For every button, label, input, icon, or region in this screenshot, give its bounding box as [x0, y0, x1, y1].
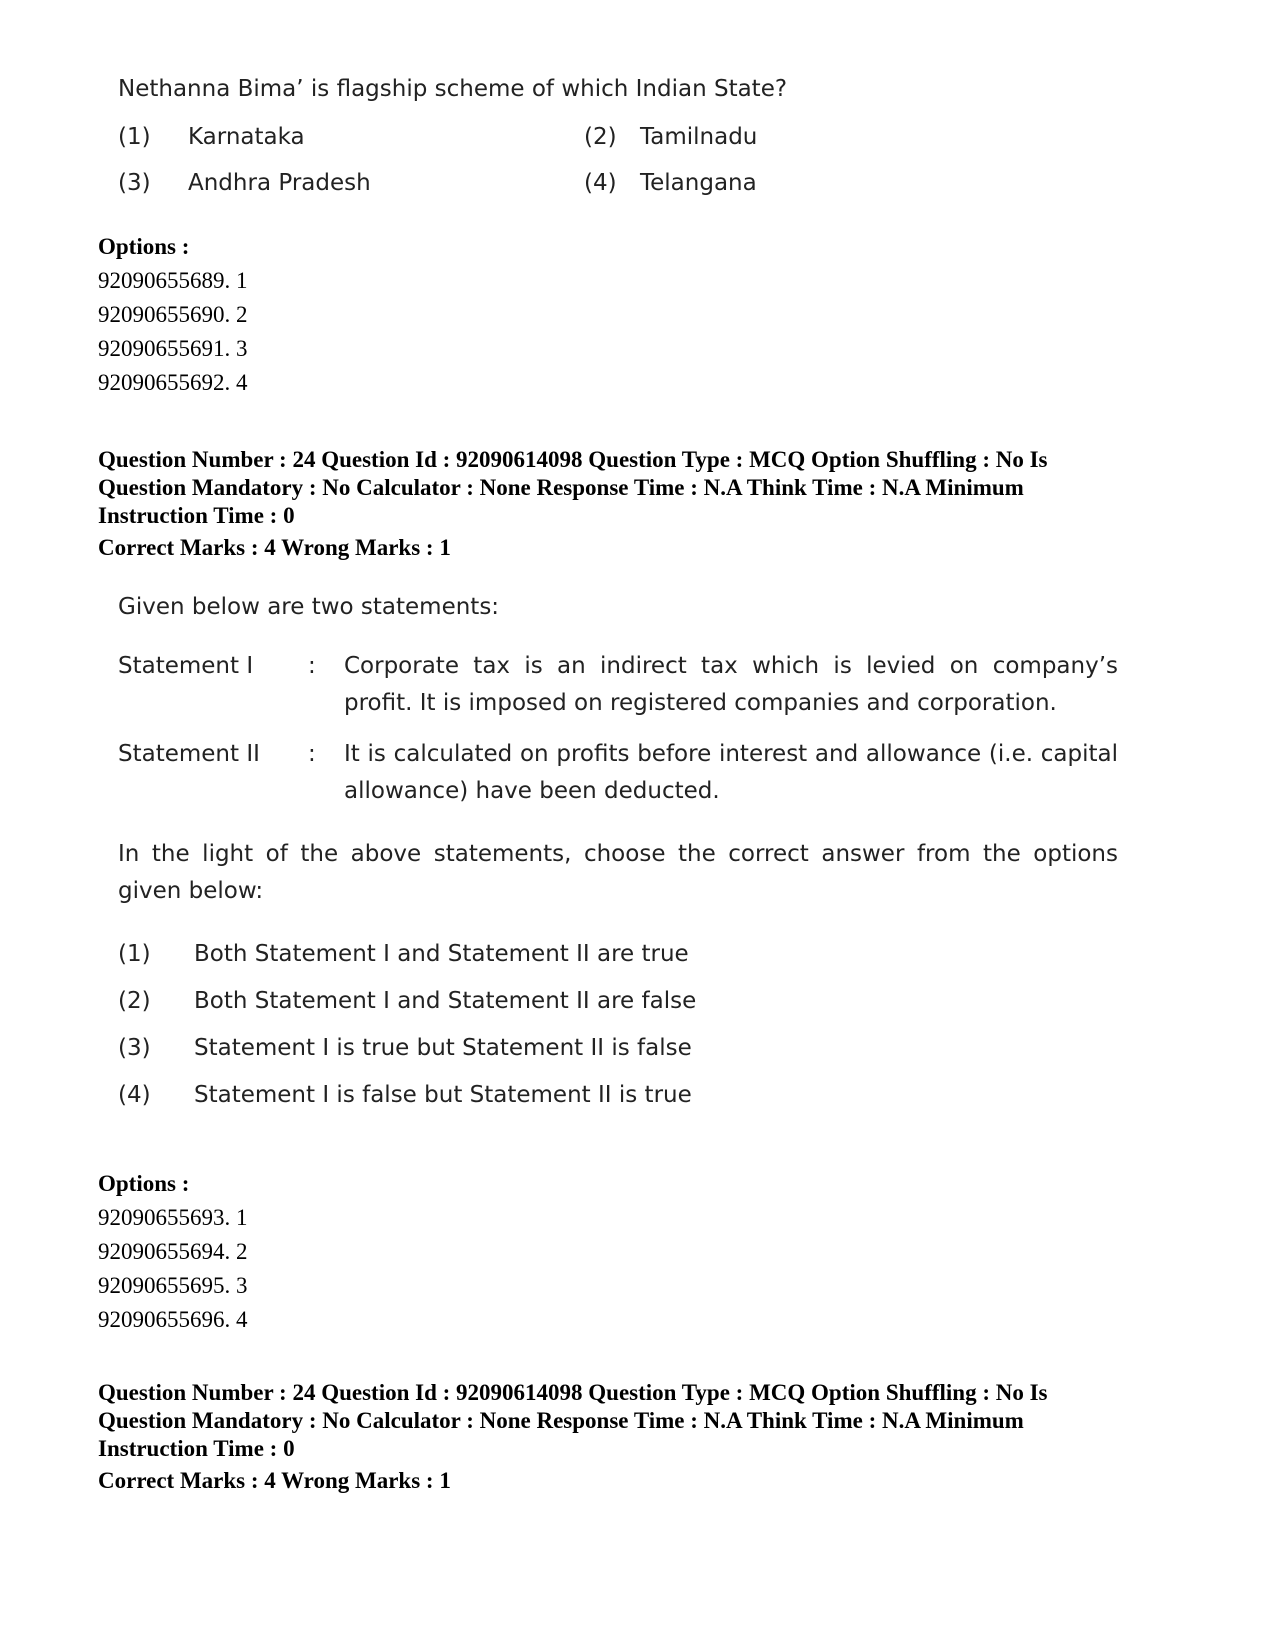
options-list-2 [98, 1171, 1188, 1337]
options-title: Options : [98, 234, 190, 259]
choice-number: (1) [118, 941, 151, 967]
question-2-image [118, 594, 1118, 1128]
option-id: 92090655696. 4 [98, 1307, 248, 1332]
choice-label: Statement I is true but Statement II is false [194, 1035, 692, 1061]
choice-number: (1) [118, 124, 151, 150]
choice-label: Tamilnadu [640, 124, 758, 150]
option-id: 92090655695. 3 [98, 1273, 248, 1298]
header-line: Instruction Time : 0 [98, 1436, 295, 1461]
option-id: 92090655694. 2 [98, 1239, 248, 1264]
options-list-1 [98, 234, 1188, 400]
option-id: 92090655692. 4 [98, 370, 248, 395]
statement-2 [118, 736, 1118, 810]
option-id: 92090655689. 1 [98, 268, 248, 293]
choice-label: Telangana [640, 170, 757, 196]
choice-number: (3) [118, 1035, 151, 1061]
choice-label: Statement I is false but Statement II is true [194, 1082, 692, 1108]
choice-number: (3) [118, 170, 151, 196]
choice-label: Both Statement I and Statement II are true [194, 941, 689, 967]
header-line: Question Number : 24 Question Id : 92090614098 Question Type : MCQ Option Shuffling : No Is [98, 1380, 1048, 1405]
question-1-text: Nethanna Bima’ is flagship scheme of which Indian State? [118, 76, 788, 102]
header-line: Question Mandatory : No Calculator : None Response Time : N.A Think Time : N.A Minimum [98, 1408, 1024, 1433]
choice-label: Karnataka [188, 124, 305, 150]
option-id: 92090655693. 1 [98, 1205, 248, 1230]
statement-label: Statement I [118, 653, 254, 679]
choice-number: (4) [584, 170, 617, 196]
question-header-1 [98, 446, 1188, 562]
header-line: Question Mandatory : No Calculator : None Response Time : N.A Think Time : N.A Minimum [98, 475, 1024, 500]
question-1-choices [118, 124, 1118, 196]
choice-label: Andhra Pradesh [188, 170, 371, 196]
choice-row [118, 1034, 1118, 1062]
header-line: Question Number : 24 Question Id : 92090614098 Question Type : MCQ Option Shuffling : No Is [98, 447, 1048, 472]
choice-row [118, 1081, 1118, 1109]
question-2-instruction: In the light of the above statements, choose the correct answer from the options given below: [118, 841, 1118, 904]
statement-separator: : [308, 653, 316, 679]
question-header-2 [98, 1379, 1188, 1495]
choice-number: (2) [118, 988, 151, 1014]
header-line: Instruction Time : 0 [98, 503, 295, 528]
statement-1 [118, 648, 1118, 722]
choice-label: Both Statement I and Statement II are false [194, 988, 697, 1014]
option-id: 92090655691. 3 [98, 336, 248, 361]
choice-row [118, 940, 1118, 968]
statement-separator: : [308, 741, 316, 767]
marks-line: Correct Marks : 4 Wrong Marks : 1 [98, 1468, 451, 1493]
choice-number: (2) [584, 124, 617, 150]
statement-text: It is calculated on profits before interest and allowance (i.e. capital allowance) have been deducted. [344, 741, 1118, 804]
options-title: Options : [98, 1171, 190, 1196]
marks-line: Correct Marks : 4 Wrong Marks : 1 [98, 535, 451, 560]
choice-row [118, 987, 1118, 1015]
question-1-image [118, 76, 1118, 196]
choice-number: (4) [118, 1082, 151, 1108]
statement-text: Corporate tax is an indirect tax which is levied on company’s profit. It is imposed on registered companies and corporation. [344, 653, 1118, 716]
question-2-intro: Given below are two statements: [118, 594, 500, 620]
option-id: 92090655690. 2 [98, 302, 248, 327]
statement-label: Statement II [118, 741, 260, 767]
